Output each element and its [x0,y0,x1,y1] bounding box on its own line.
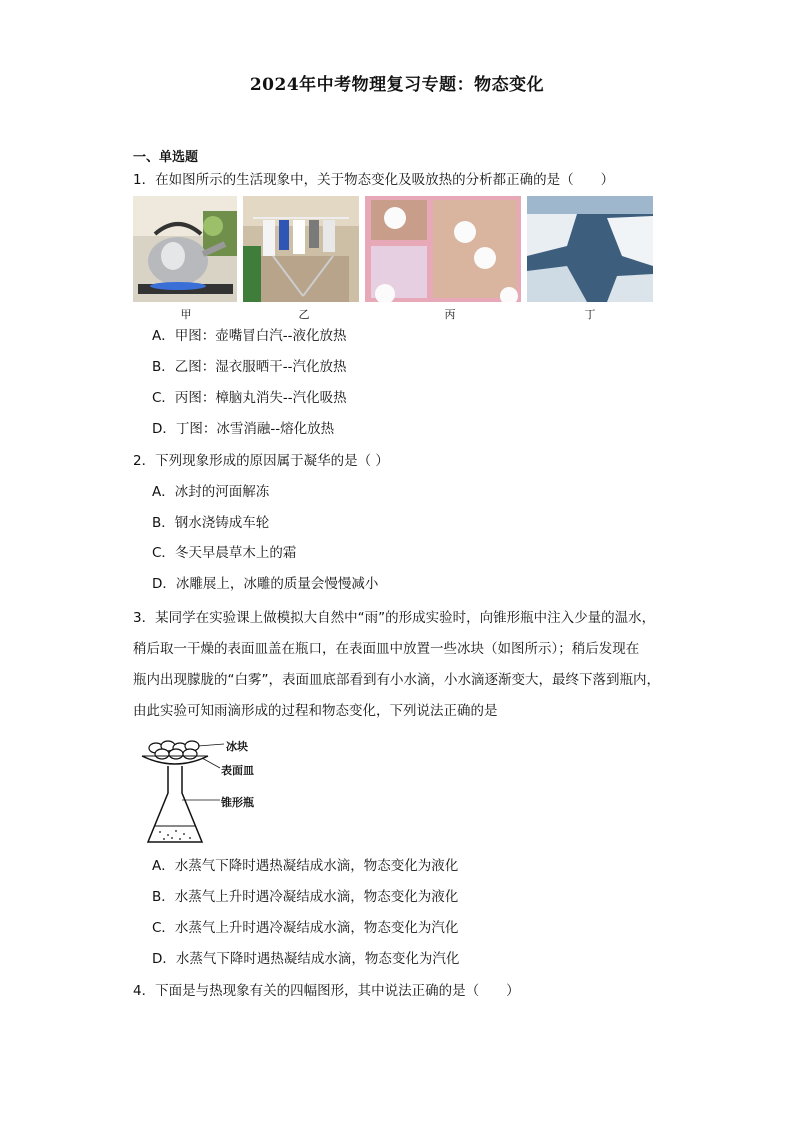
q3-option-c: C．水蒸气上升时遇冷凝结成水滴，物态变化为汽化 [152,920,459,936]
caption-yi: 乙 [298,308,310,321]
q1-option-a: A．甲图：壶嘴冒白汽--液化放热 [152,328,347,344]
question-4-stem: 4．下面是与热现象有关的四幅图形，其中说法正确的是（ ） [133,983,520,999]
question-3-line-3: 瓶内出现朦胧的“白雾”，表面皿底部看到有小水滴，小水滴逐渐变大，最终下落到瓶内， [133,672,660,688]
caption-bing: 丙 [444,308,456,321]
photo-laundry [243,196,359,302]
q3-option-b: B．水蒸气上升时遇冷凝结成水滴，物态变化为液化 [152,889,459,905]
section-heading: 一、单选题 [133,150,199,165]
q1-option-c: C．丙图：樟脑丸消失--汽化吸热 [152,390,347,406]
flask-diagram [140,738,270,848]
label-flask: 锥形瓶 [221,796,254,809]
q1-option-b: B．乙图：湿衣服晒干--汽化放热 [152,359,347,375]
page-title: 2024年中考物理复习专题：物态变化 [249,75,545,95]
question-3-line-2: 稍后取一干燥的表面皿盖在瓶口，在表面皿中放置一些冰块（如图所示）；稍后发现在 [133,641,640,657]
q2-option-d: D．冰雕展上，冰雕的质量会慢慢减小 [152,576,379,592]
label-ice: 冰块 [226,740,248,753]
q2-option-b: B．钢水浇铸成车轮 [152,515,270,531]
q3-option-d: D．水蒸气下降时遇热凝结成水滴，物态变化为汽化 [152,951,460,967]
photo-kettle [133,196,237,302]
question-3-line-4: 由此实验可知雨滴形成的过程和物态变化，下列说法正确的是 [133,703,498,719]
question-1-photos [133,196,653,302]
q3-option-a: A．水蒸气下降时遇热凝结成水滴，物态变化为液化 [152,858,459,874]
photo-melting-ice [527,196,653,302]
question-2-stem: 2．下列现象形成的原因属于凝华的是（ ） [133,453,389,469]
label-watch-glass: 表面皿 [221,764,254,777]
question-3-line-1: 3．某同学在实验课上做模拟大自然中“雨”的形成实验时，向锥形瓶中注入少量的温水， [133,610,656,626]
question-1-stem: 1．在如图所示的生活现象中，关于物态变化及吸放热的分析都正确的是（ ） [133,172,615,188]
photo-mothballs [365,196,521,302]
q2-option-c: C．冬天早晨草木上的霜 [152,545,297,561]
caption-ding: 丁 [584,308,596,321]
q1-option-d: D．丁图：冰雪消融--熔化放热 [152,421,335,437]
caption-jia: 甲 [180,308,192,321]
q2-option-a: A．冰封的河面解冻 [152,484,270,500]
